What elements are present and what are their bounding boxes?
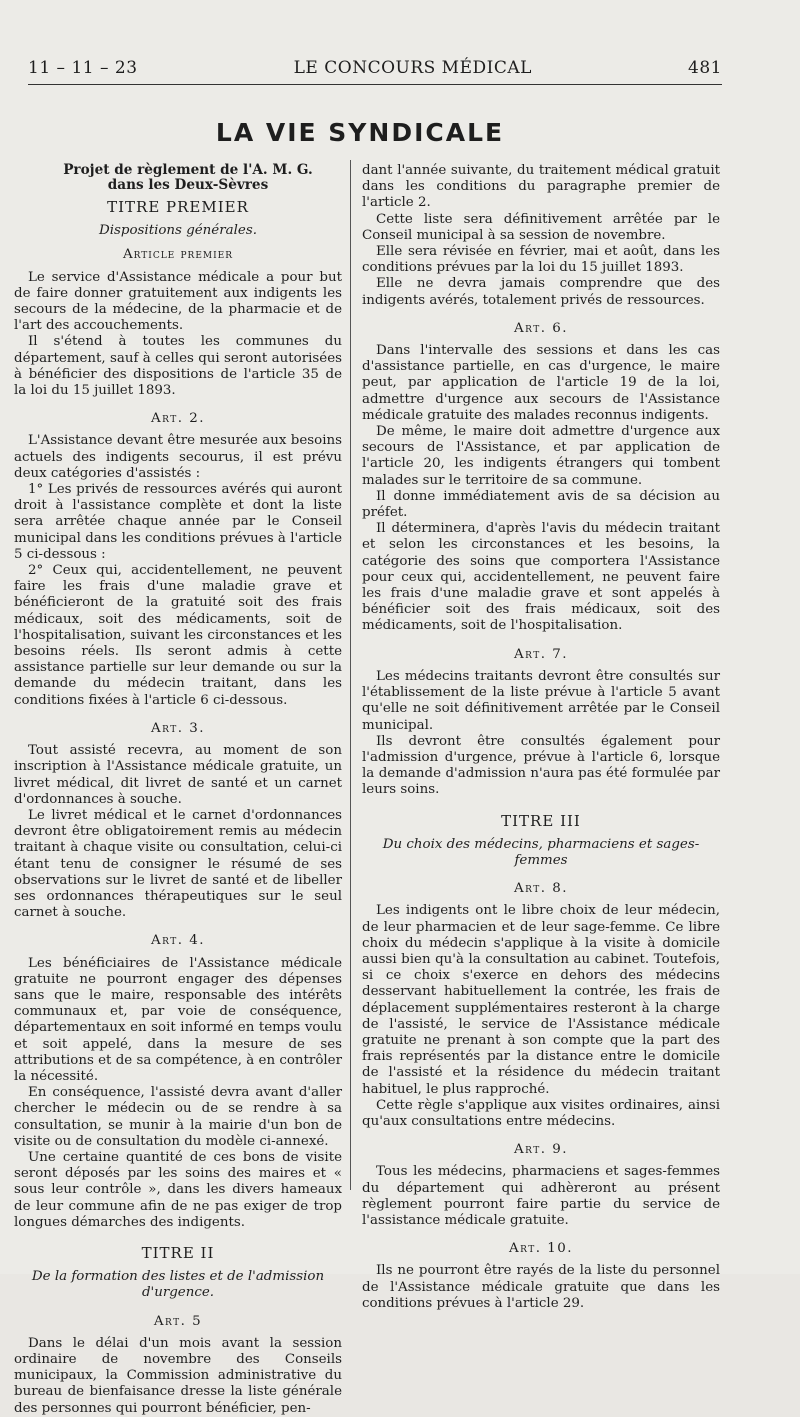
article-6-paragraph: Dans l'intervalle des sessions et dans les cas d'assistance partielle, en cas d'urgence, le maire peut, par application de l'article 19 de la loi, admettre d'urgence aux secours de l'Assistance médicale gratuite des malades reconnus indigents. — [362, 343, 720, 423]
article-5-paragraph: Elle sera révisée en février, mai et août, dans les conditions prévues par la loi du 15 juillet 1893. — [362, 244, 720, 276]
issue-date: 11 – 11 – 23 — [28, 58, 138, 78]
article-5-paragraph: Elle ne devra jamais comprendre que des indigents avérés, totalement privés de ressources. — [362, 276, 720, 308]
article-3-paragraph: Le livret médical et le carnet d'ordonnances devront être obligatoirement remis au médecin traitant à chaque visite ou consultation, celui-ci étant tenu de consigner le résumé de ses observations sur le livret de santé et de libeller ses ordonnances thérapeutiques sur le seul carnet à souche. — [14, 807, 342, 921]
article-5-continuation: dant l'année suivante, du traitement médical gratuit dans les conditions du paragraphe premier de l'article 2. — [362, 163, 720, 211]
titre-premier-heading: TITRE PREMIER — [107, 198, 249, 216]
article-7-heading: Art. 7. — [513, 646, 569, 662]
article-2-heading: Art. 2. — [150, 411, 206, 427]
article-8-heading: Art. 8. — [513, 881, 569, 897]
article-2-paragraph: 2° Ceux qui, accidentellement, ne peuvent faire les frais d'une maladie grave et bénéficieront de la gratuité soit des frais médicaux, soit des médicaments, soit de l'hospitalisation, suivant les circonstances et les besoins réels. Ils seront admis à cette assistance partielle sur leur demande ou sur la demande du médecin traitant, dans les conditions fixées à l'article 6 ci-dessous. — [14, 563, 342, 708]
article-6-paragraph: Il donne immédiatement avis de sa décision au préfet. — [362, 488, 720, 521]
article-1-paragraph: Il s'étend à toutes les communes du département, sauf à celles qui seront autorisées à bénéficier des dispositions de l'article 35 de la loi du 15 juillet 1893. — [14, 334, 342, 399]
column-divider — [350, 160, 351, 1190]
header-rule — [28, 84, 722, 85]
project-title — [54, 163, 322, 193]
article-4-paragraph: Les bénéficiaires de l'Assistance médicale gratuite ne pourront engager des dépenses sans que le maire, responsable des intérêts communaux et, par voie de conséquence, départementaux en soit informé en temps voulu et soit appelé, dans la mesure de ses attributions et de sa compétence, à en contrôler la nécessité. — [14, 955, 342, 1084]
article-3-heading: Art. 3. — [150, 720, 206, 736]
article-1-heading: Article premier — [122, 247, 234, 263]
project-title-line2: dans les Deux-Sèvres — [107, 177, 269, 193]
article-2-paragraph: L'Assistance devant être mesurée aux besoins actuels des indigents secourus, il est prévu deux catégories d'assistés : — [14, 433, 342, 481]
article-6-paragraph: Il déterminera, d'après l'avis du médecin traitant et selon les circonstances et les besoins, la catégorie des soins que comportera l'Assistance pour ceux qui, accidentellement, ne peuvent faire les frais d'une maladie grave et sont appelés à bénéficier soit des frais médicaux, soit des médicaments, soit de l'hospitalisation. — [362, 521, 720, 634]
article-7-paragraph: Ils devront être consultés également pour l'admission d'urgence, prévue à l'article 6, lorsque la demande d'admission n'aura pas été formulée par leurs soins. — [362, 733, 720, 798]
article-9-heading: Art. 9. — [513, 1142, 569, 1158]
titre-2-heading: TITRE II — [141, 1243, 215, 1262]
journal-name: LE CONCOURS MÉDICAL — [293, 58, 532, 78]
article-3-paragraph: Tout assisté recevra, au moment de son inscription à l'Assistance médicale gratuite, un livret médical, dit livret de santé et un carnet d'ordonnances à souche. — [14, 743, 342, 807]
article-9-paragraph: Tous les médecins, pharmaciens et sages-femmes du département qui adhèreront au présent règlement pourront faire partie du service de l'assistance médicale gratuite. — [362, 1164, 720, 1228]
article-7-paragraph: Les médecins traitants devront être consultés sur l'établissement de la liste prévue à l'article 5 avant qu'elle ne soit définitivement arrêtée par le Conseil municipal. — [362, 668, 720, 733]
dispositions-heading: Dispositions générales. — [99, 223, 257, 239]
article-10-heading: Art. 10. — [508, 1241, 574, 1257]
article-4-heading: Art. 4. — [150, 933, 206, 949]
page-number: 481 — [688, 58, 722, 78]
article-4-paragraph: En conséquence, l'assisté devra avant d'aller chercher le médecin ou de se rendre à sa consultation, se munir à la mairie d'un bon de visite ou de consultation du modèle ci-annexé. — [14, 1085, 342, 1149]
article-5-paragraph: Cette liste sera définitivement arrêtée par le Conseil municipal à sa session de novembre. — [362, 211, 720, 243]
article-6-paragraph: De même, le maire doit admettre d'urgence aux secours de l'Assistance, et par application de l'article 20, les indigents étrangers qui tombent malades sur le territoire de sa commune. — [362, 424, 720, 488]
project-title-line1: Projet de règlement de l'A. M. G. — [63, 162, 313, 178]
article-4-paragraph: Une certaine quantité de ces bons de visite seront déposés par les soins des maires et « sous leur contrôle », dans les divers hameaux de leur commune afin de ne pas exiger de trop longues démarches des indigents. — [14, 1149, 342, 1230]
article-5-heading: Art. 5 — [153, 1313, 203, 1329]
article-1-paragraph: Le service d'Assistance médicale a pour but de faire donner gratuitement aux indigents les secours de la médecine, de la pharmacie et de l'art des accouchements. — [14, 269, 342, 334]
article-6-heading: Art. 6. — [513, 320, 569, 336]
article-8-paragraph: Cette règle s'applique aux visites ordinaires, ainsi qu'aux consultations entre médecins. — [362, 1097, 720, 1129]
titre-2-subtitle: De la formation des listes et de l'admission d'urgence. — [31, 1269, 325, 1301]
article-2-paragraph: 1° Les privés de ressources avérés qui auront droit à l'assistance complète et dont la liste sera arrêtée chaque année par le Conseil municipal dans les conditions prévues à l'article 5 ci-dessous : — [14, 482, 342, 562]
left-column — [14, 163, 342, 1417]
article-10-paragraph: Ils ne pourront être rayés de la liste du personnel de l'Assistance médicale gratuite que dans les conditions prévues à l'article 29. — [362, 1263, 720, 1311]
titre-3-subtitle: Du choix des médecins, pharmaciens et sages-femmes — [382, 836, 700, 868]
section-title: LA VIE SYNDICALE — [215, 118, 505, 147]
right-column — [362, 163, 720, 1312]
article-8-paragraph: Les indigents ont le libre choix de leur médecin, de leur pharmacien et de leur sage-femme. Ce libre choix du médecin s'applique à la visite à domicile aussi bien qu'à la consultation au cabinet. Toutefois, si ce choix s'exerce en dehors des médecins desservant habituellement la contrée, les frais de déplacement supplémentaires resteront à la charge de l'assisté, le service de l'Assistance médicale gratuite ne prenant à son compte que la part des frais représentés par la distance entre le domicile de l'assisté et la résidence du médecin traitant habituel, le plus rapproché. — [362, 903, 720, 1097]
titre-3-heading: TITRE III — [501, 811, 581, 830]
running-header — [28, 58, 722, 82]
article-5-paragraph: Dans le délai d'un mois avant la session ordinaire de novembre des Conseils municipaux, la Commission administrative du bureau de bienfaisance dresse la liste générale des personnes qui pourront bénéficier, pen- — [14, 1335, 342, 1416]
